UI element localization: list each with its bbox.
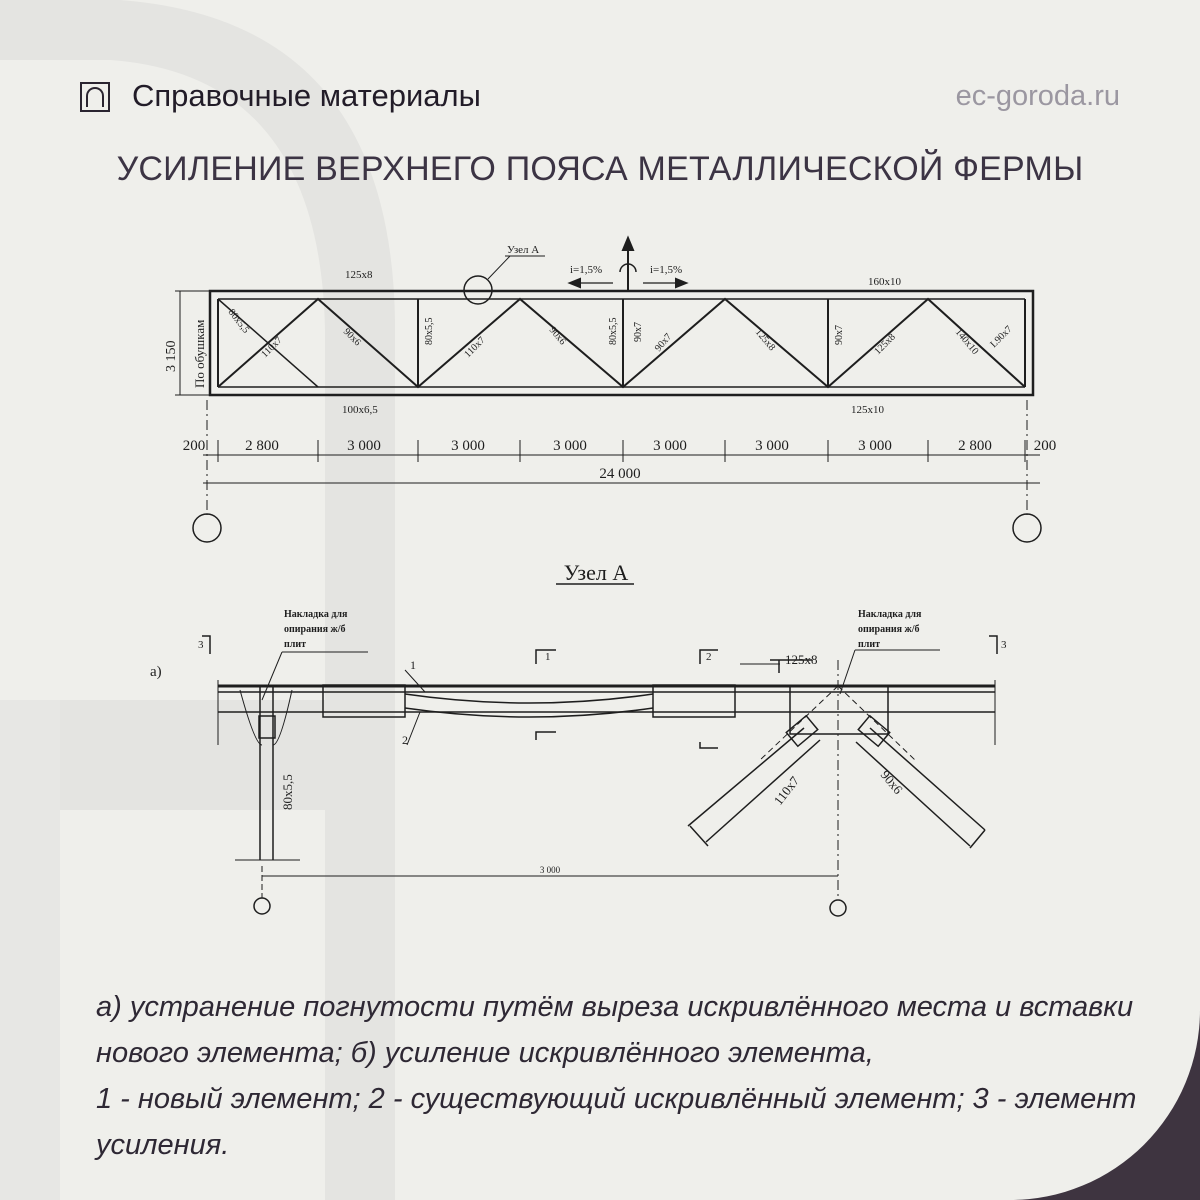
note-right-line: опирания ж/б — [858, 624, 920, 635]
detail-axis-left — [254, 898, 270, 914]
member-label: 125x8 — [752, 326, 778, 354]
detail-diag-right-label: 90x6 — [877, 767, 906, 797]
caption-line: 1 - новый элемент; 2 - существующий искривлённый элемент; 3 - элемент — [96, 1083, 1137, 1115]
member-label: 80x5,5 — [424, 317, 435, 345]
member-label: 140x10 — [952, 326, 981, 357]
section-mark-left: 3 — [198, 639, 204, 651]
note-left-line: плит — [284, 639, 307, 650]
top-chord-left-label: 125x8 — [345, 269, 373, 281]
note-left-line: опирания ж/б — [284, 624, 346, 635]
detail-chord-label: 125x8 — [785, 652, 818, 667]
truss-diagonals — [218, 299, 1025, 387]
top-chord-right-label: 160x10 — [868, 276, 901, 288]
member-label: L90x7 — [988, 323, 1015, 351]
node-a-label: Узел А — [507, 244, 540, 256]
detail-axis-right — [830, 900, 846, 916]
caption-line: а) устранение погнутости путём выреза искривлённого места и вставки — [96, 991, 1134, 1023]
height-value: 3 150 — [164, 340, 179, 372]
member-label: 125x8 — [872, 331, 898, 358]
member-label: 90x6 — [340, 326, 363, 349]
note-left-line: Накладка для — [284, 609, 348, 620]
span-value: 3 000 — [755, 438, 789, 454]
detail-span-label: 3 000 — [539, 865, 561, 875]
height-note: По обушкам — [192, 319, 207, 388]
note-right-line: Накладка для — [858, 609, 922, 620]
mark-2: 2 — [402, 733, 408, 747]
member-label: 90x7 — [633, 322, 644, 342]
member-label: 110x7 — [462, 334, 488, 361]
detail-view-label: а) — [150, 664, 162, 680]
span-value: 3 000 — [451, 438, 485, 454]
detail-vertical-label: 80x5,5 — [280, 774, 295, 810]
caption-line: усиления. — [96, 1129, 230, 1161]
detail-diag-left-label: 110x7 — [770, 773, 803, 808]
site-link[interactable]: ec-goroda.ru — [955, 80, 1120, 112]
caption — [96, 984, 1137, 1168]
section-mark-2: 2 — [706, 651, 712, 663]
slope-right-label: i=1,5% — [650, 264, 683, 276]
member-label: 90x7 — [652, 331, 675, 354]
section-mark-right: 3 — [1001, 639, 1007, 651]
truss-frame — [210, 291, 1033, 395]
page-title: УСИЛЕНИЕ ВЕРХНЕГО ПОЯСА МЕТАЛЛИЧЕСКОЙ ФЕРМЫ — [116, 150, 1084, 188]
brand-name: Справочные материалы — [132, 78, 481, 113]
span-edge-left: 200 — [182, 438, 206, 454]
slope-left-label: i=1,5% — [570, 264, 603, 276]
member-label: 80x5,5 — [225, 307, 252, 336]
mark-1: 1 — [410, 658, 416, 672]
member-label: 110x7 — [259, 334, 285, 361]
span-value: 3 000 — [347, 438, 381, 454]
axis-marker-right — [1013, 514, 1041, 542]
member-label: 90x6 — [546, 324, 568, 348]
note-right-line: плит — [858, 639, 881, 650]
detail-title: Узел А — [563, 560, 629, 585]
span-value: 3 000 — [553, 438, 587, 454]
member-label: 90x7 — [834, 325, 845, 345]
span-value: 2 800 — [958, 438, 992, 454]
span-value: 2 800 — [245, 438, 279, 454]
bottom-chord-left-label: 100x6,5 — [342, 404, 378, 416]
span-total: 24 000 — [599, 466, 641, 482]
axis-marker-left — [193, 514, 221, 542]
bottom-chord-right-label: 125x10 — [851, 404, 884, 416]
span-edge-right: 200 — [1033, 438, 1057, 454]
member-label: 80x5,5 — [608, 317, 619, 345]
section-mark-1: 1 — [545, 651, 551, 663]
caption-line: нового элемента; б) усиление искривлённого элемента, — [96, 1037, 874, 1069]
span-value: 3 000 — [858, 438, 892, 454]
span-value: 3 000 — [653, 438, 687, 454]
